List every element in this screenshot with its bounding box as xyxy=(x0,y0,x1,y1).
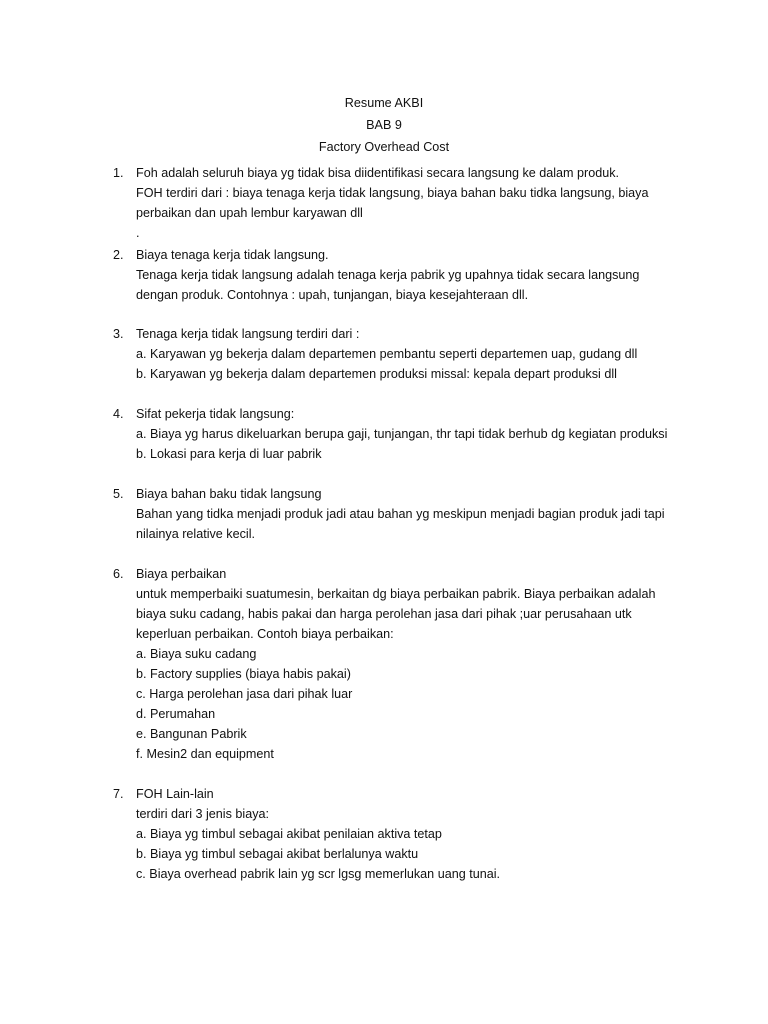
list-line: Biaya perbaikan xyxy=(136,567,227,581)
list-line: b. Factory supplies (biaya habis pakai) xyxy=(136,667,351,681)
list-line: Sifat pekerja tidak langsung: xyxy=(136,407,295,421)
list-line: Biaya tenaga kerja tidak langsung. xyxy=(136,248,329,262)
list-number: 5. xyxy=(113,487,124,501)
list-number: 1. xyxy=(113,166,124,180)
list-line: biaya suku cadang, habis pakai dan harga perolehan jasa dari pihak ;uar perusahaan utk xyxy=(136,607,632,621)
list-body xyxy=(136,163,686,243)
list-line: Bahan yang tidka menjadi produk jadi atau bahan yg meskipun menjadi bagian produk jadi tapi xyxy=(136,507,665,521)
list-line: Biaya bahan baku tidak langsung xyxy=(136,487,322,501)
list-number: 2. xyxy=(113,248,124,262)
list-line: FOH Lain-lain xyxy=(136,787,214,801)
list-line: e. Bangunan Pabrik xyxy=(136,727,247,741)
document-title: Resume AKBI xyxy=(344,96,424,110)
list-line: f. Mesin2 dan equipment xyxy=(136,747,274,761)
list-number: 7. xyxy=(113,787,124,801)
chapter-label: BAB 9 xyxy=(366,118,402,132)
list-body xyxy=(136,784,686,884)
list-line: Tenaga kerja tidak langsung terdiri dari : xyxy=(136,327,360,341)
list-line: Foh adalah seluruh biaya yg tidak bisa diidentifikasi secara langsung ke dalam produk. xyxy=(136,166,620,180)
list-line: untuk memperbaiki suatumesin, berkaitan dg biaya perbaikan pabrik. Biaya perbaikan adalah xyxy=(136,587,656,601)
list-body xyxy=(136,324,686,384)
list-body xyxy=(136,564,686,764)
list-number: 6. xyxy=(113,567,124,581)
list-number: 3. xyxy=(113,327,124,341)
list-line: nilainya relative kecil. xyxy=(136,527,255,541)
list-line: c. Harga perolehan jasa dari pihak luar xyxy=(136,687,353,701)
list-line: a. Biaya yg timbul sebagai akibat penilaian aktiva tetap xyxy=(136,827,442,841)
document-header xyxy=(0,92,768,158)
list-line: d. Perumahan xyxy=(136,707,216,721)
list-number: 4. xyxy=(113,407,124,421)
list-body xyxy=(136,404,686,464)
list-line: . xyxy=(136,226,140,240)
list-line: keperluan perbaikan. Contoh biaya perbaikan: xyxy=(136,627,394,641)
list-line: Tenaga kerja tidak langsung adalah tenaga kerja pabrik yg upahnya tidak secara langsung xyxy=(136,268,640,282)
list-line: dengan produk. Contohnya : upah, tunjangan, biaya kesejahteraan dll. xyxy=(136,288,529,302)
list-line: a. Biaya suku cadang xyxy=(136,647,257,661)
list-line: FOH terdiri dari : biaya tenaga kerja tidak langsung, biaya bahan baku tidka langsung, biaya xyxy=(136,186,649,200)
list-line: a. Biaya yg harus dikeluarkan berupa gaji, tunjangan, thr tapi tidak berhub dg kegiatan produksi xyxy=(136,427,668,441)
list-body xyxy=(136,484,686,544)
list-line: b. Lokasi para kerja di luar pabrik xyxy=(136,447,322,461)
list-line: b. Karyawan yg bekerja dalam departemen produksi missal: kepala depart produksi dll xyxy=(136,367,617,381)
list-line: c. Biaya overhead pabrik lain yg scr lgsg memerlukan uang tunai. xyxy=(136,867,501,881)
chapter-title: Factory Overhead Cost xyxy=(318,140,450,154)
list-line: perbaikan dan upah lembur karyawan dll xyxy=(136,206,363,220)
list-line: a. Karyawan yg bekerja dalam departemen pembantu seperti departemen uap, gudang dll xyxy=(136,347,638,361)
list-line: b. Biaya yg timbul sebagai akibat berlalunya waktu xyxy=(136,847,419,861)
list-body xyxy=(136,245,686,305)
list-line: terdiri dari 3 jenis biaya: xyxy=(136,807,269,821)
